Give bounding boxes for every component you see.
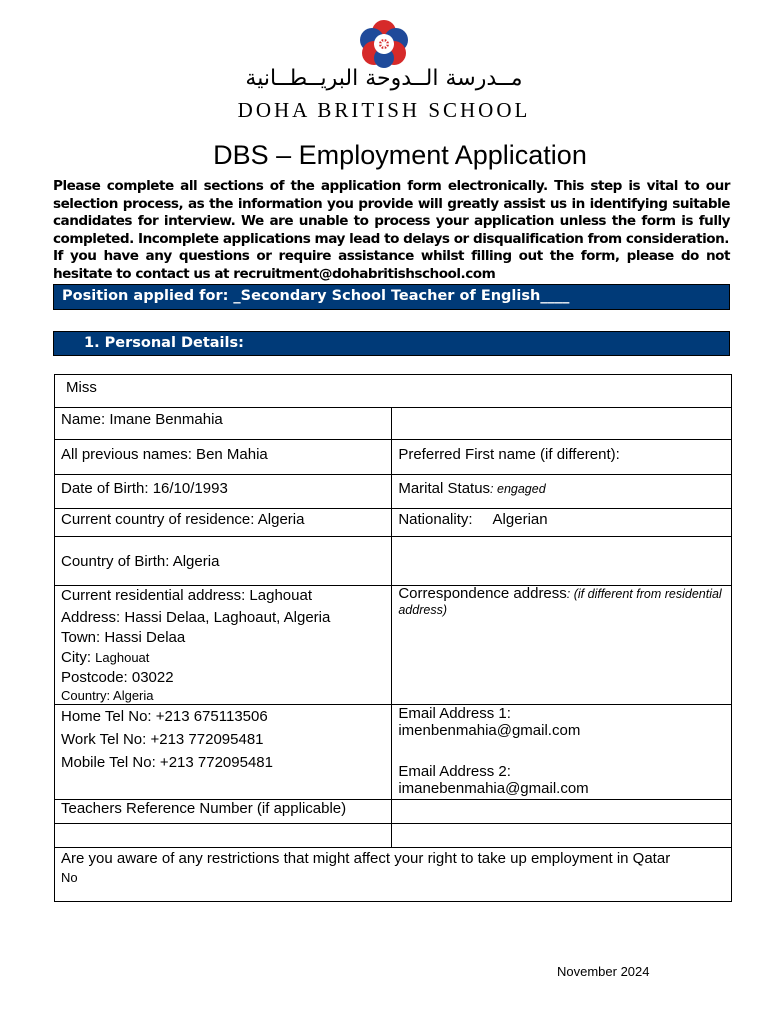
empty-cell[interactable] [392, 537, 732, 586]
email-addresses-field[interactable] [392, 705, 732, 800]
work-tel: Work Tel No: +213 772095481 [61, 731, 264, 748]
mobile-tel: Mobile Tel No: +213 772095481 [61, 754, 273, 771]
country-of-birth-field[interactable]: Country of Birth: Algeria [55, 537, 392, 586]
correspondence-address-field[interactable] [392, 586, 732, 705]
nationality-field[interactable] [392, 509, 732, 537]
preferred-name-field[interactable]: Preferred First name (if different): [392, 440, 732, 475]
school-name-arabic: مــدرسة الــدوحة البريــطــانية [245, 66, 523, 91]
country-of-residence-field[interactable]: Current country of residence: Algeria [55, 509, 392, 537]
country-line: Country: Algeria [61, 688, 154, 703]
empty-cell[interactable] [392, 824, 732, 848]
teacher-reference-value[interactable] [55, 824, 392, 848]
marital-label: Marital Status [398, 480, 491, 497]
logo-emblem-icon [354, 18, 414, 70]
email1-value: imenbenmahia@gmail.com [398, 722, 581, 739]
footer-date: November 2024 [557, 964, 650, 979]
residential-address-field[interactable] [55, 586, 392, 705]
address-heading: Current residential address: Laghouat [61, 587, 312, 604]
empty-cell[interactable] [392, 800, 732, 824]
correspondence-label: Correspondence address [398, 585, 567, 602]
restrictions-answer: No [61, 870, 78, 885]
correspondence-note: : (if different from residential address) [398, 587, 722, 617]
name-field[interactable]: Name: Imane Benmahia [55, 408, 392, 440]
date-of-birth-field[interactable]: Date of Birth: 16/10/1993 [55, 475, 392, 509]
restrictions-field[interactable] [55, 848, 732, 902]
home-tel: Home Tel No: +213 675113506 [61, 708, 268, 725]
position-applied-bar: Position applied for: _Secondary School Teacher of English____ [53, 284, 730, 310]
title-field[interactable]: Miss [55, 375, 732, 408]
email1-label: Email Address 1: [398, 705, 511, 722]
intro-paragraph-2: If you have any questions or require assistance whilst filling out the form, please do not hesitate to contact us at recruitment@dohabritishschool.com [53, 248, 730, 282]
address-line: Address: Hassi Delaa, Laghoaut, Algeria [61, 609, 331, 626]
school-name: DOHA BRITISH SCHOOL [237, 98, 531, 122]
personal-details-heading: 1. Personal Details: [53, 331, 730, 356]
nationality-value: Algerian [492, 511, 548, 528]
marital-status-field[interactable] [392, 475, 732, 509]
email2-label: Email Address 2: [398, 763, 511, 780]
postcode-line: Postcode: 03022 [61, 669, 174, 686]
empty-cell[interactable] [392, 408, 732, 440]
restrictions-question: Are you aware of any restrictions that might affect your right to take up employment in Qatar [61, 850, 671, 867]
phone-numbers-field[interactable] [55, 705, 392, 800]
previous-names-field[interactable]: All previous names: Ben Mahia [55, 440, 392, 475]
city-label: City: [61, 649, 96, 666]
city-value: Laghouat [95, 650, 150, 665]
page-title: DBS – Employment Application [213, 140, 587, 170]
email2-value: imanebenmahia@gmail.com [398, 780, 589, 797]
teacher-reference-field[interactable]: Teachers Reference Number (if applicable) [55, 800, 392, 824]
school-logo [0, 18, 768, 70]
marital-value: : engaged [490, 482, 546, 496]
nationality-label: Nationality: [398, 511, 473, 528]
town-line: Town: Hassi Delaa [61, 629, 186, 646]
personal-details-table [54, 374, 732, 902]
intro-text [53, 178, 730, 283]
intro-paragraph-1: Please complete all sections of the application form electronically. This step is vital to our selection process, as the information you provide will greatly assist us in identifying suitable candidates for interview. We are unable to process your application unless the form is fully completed. Incomplete applications may lead to delays or disqualification from consideration. [53, 178, 730, 247]
